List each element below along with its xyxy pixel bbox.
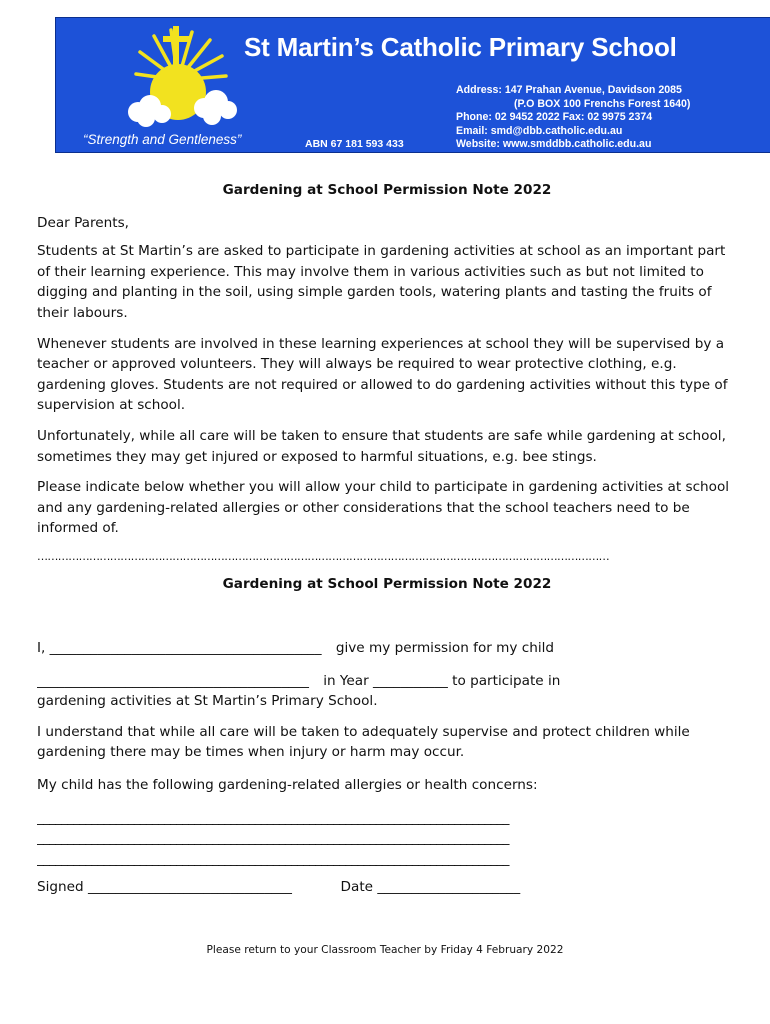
allergies-label: My child has the following gardening-related allergies or health concerns: bbox=[37, 777, 538, 794]
website-line: Website: www.smddbb.catholic.edu.au bbox=[456, 138, 652, 150]
school-header-banner bbox=[55, 17, 770, 153]
permission-line-3: gardening activities at St Martin’s Primary School. bbox=[37, 693, 378, 710]
year-label: in Year bbox=[323, 672, 369, 689]
school-contact-details bbox=[456, 84, 766, 152]
return-instructions: Please return to your Classroom Teacher by Friday 4 February 2022 bbox=[206, 944, 564, 956]
school-motto: “Strength and Gentleness” bbox=[83, 132, 242, 147]
paragraph-2: Whenever students are involved in these learning experiences at school they will be supervised by a teacher or approved volunteers. They will always be required to wear protective clothing, e.g. gardening gloves. Students are not required or allowed to do gardening activities without this type of supervision at school. bbox=[37, 335, 728, 414]
signature-row bbox=[37, 877, 737, 898]
school-logo-sun-cross-icon bbox=[116, 22, 241, 132]
paragraph-4: Please indicate below whether you will allow your child to participate in gardening activities at school and any gardening-related allergies or other considerations that the school teachers need to be informed of. bbox=[37, 479, 730, 537]
date-blank[interactable]: _____________________ bbox=[377, 879, 521, 896]
signed-label: Signed bbox=[37, 879, 84, 896]
signature-blank[interactable]: ______________________________ bbox=[87, 879, 292, 896]
school-name: St Martin’s Catholic Primary School bbox=[244, 32, 677, 62]
participate-text: to participate in bbox=[452, 672, 561, 689]
phone-fax-line: Phone: 02 9452 2022 Fax: 02 9975 2374 bbox=[456, 111, 653, 123]
date-label: Date bbox=[340, 879, 374, 896]
permission-text: give my permission for my child bbox=[335, 640, 555, 657]
parent-name-blank[interactable]: I, ________________________________________ bbox=[37, 640, 322, 657]
permission-line-1 bbox=[37, 638, 737, 659]
allergy-line-1[interactable]: ______________________________________________________________________________ bbox=[37, 809, 509, 826]
cut-here-line: ………………………………………………………………………………………………………………………………………………… bbox=[37, 549, 610, 563]
form-title: Gardening at School Permission Note 2022 bbox=[222, 575, 552, 592]
year-blank[interactable]: ___________ bbox=[373, 672, 448, 689]
address-line: Address: 147 Prahan Avenue, Davidson 2085 bbox=[456, 84, 682, 96]
permission-line-2 bbox=[37, 671, 737, 692]
email-line: Email: smd@dbb.catholic.edu.au bbox=[456, 124, 623, 137]
po-box-line: (P.O BOX 100 Frenchs Forest 1640) bbox=[514, 97, 691, 110]
allergy-line-2[interactable]: ______________________________________________________________________________ bbox=[37, 830, 509, 847]
understand-statement: I understand that while all care will be taken to adequately supervise and protect children while gardening there may be times when injury or harm may occur. bbox=[37, 723, 690, 761]
abn-number: ABN 67 181 593 433 bbox=[305, 138, 404, 150]
child-name-blank[interactable]: ________________________________________ bbox=[37, 672, 309, 689]
paragraph-3: Unfortunately, while all care will be taken to ensure that students are safe while gardening at school, sometimes they may get injured or exposed to harmful situations, e.g. bee stings. bbox=[37, 427, 726, 465]
allergy-line-3[interactable]: ______________________________________________________________________________ bbox=[37, 850, 509, 867]
letter-title: Gardening at School Permission Note 2022 bbox=[222, 182, 552, 198]
paragraph-1: Students at St Martin’s are asked to participate in gardening activities at school as an important part of their learning experience. This may involve them in various activities such as but not limited to digging and planting in the soil, using simple garden tools, watering plants and tasting the fruits of their labours. bbox=[37, 243, 726, 321]
letter-body bbox=[37, 180, 737, 898]
greeting: Dear Parents, bbox=[37, 214, 129, 231]
